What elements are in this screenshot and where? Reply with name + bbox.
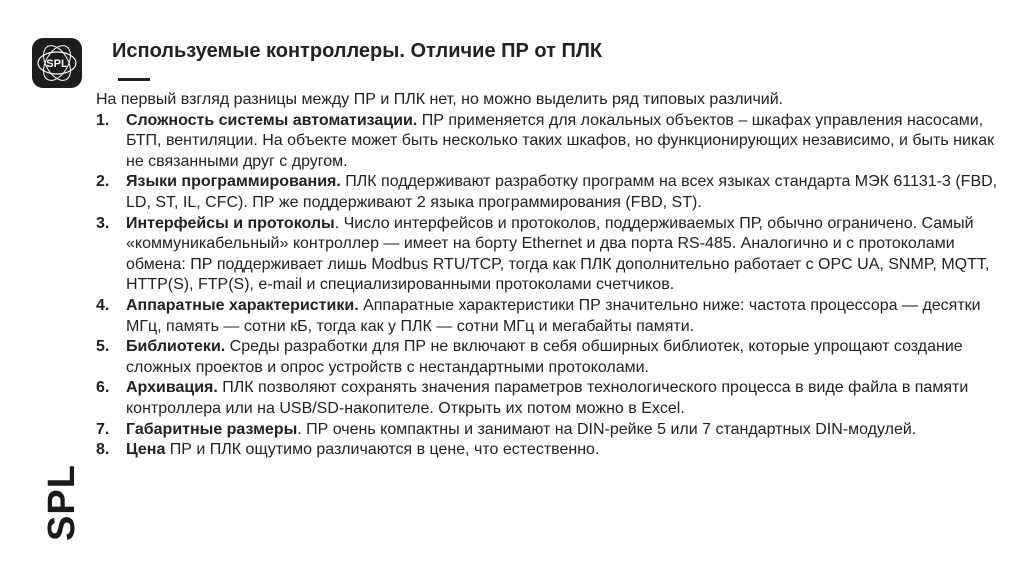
list-item-body: [126, 296, 1008, 337]
list-item-body: [126, 378, 1008, 419]
list-item-text: . Число интерфейсов и протоколов, поддерживаемых ПР, обычно ограничено. Самый «коммуникабельный» контроллер — имеет на борту Ethernet и два порта RS-485. Аналогично и с протоколами обмена: ПР поддерживает лишь Modbus RTU/TCP, тогда как ПЛК дополнительно работает с OPC UA, SNMP, MQTT, HTTP(S), FTP(S), e-mail и специализированными протоколами счетчиков.: [126, 214, 990, 294]
list-item-body: [126, 214, 1008, 296]
list-item-text: . ПР очень компактны и занимают на DIN-рейке 5 или 7 стандартных DIN-модулей.: [297, 420, 917, 438]
list-item-number: 8.: [96, 441, 110, 459]
list-item-number: 6.: [96, 379, 110, 397]
list-item-body: [126, 337, 1008, 378]
list-item-body: [126, 420, 1008, 441]
intro-text: На первый взгляд разницы между ПР и ПЛК нет, но можно выделить ряд типовых различий.: [96, 91, 784, 108]
list-item: [96, 420, 1008, 441]
list-item: [96, 440, 1008, 461]
list-item-term: Габаритные размеры: [126, 420, 298, 438]
list-item-text: ПЛК поддерживают разработку программ на всех языках стандарта МЭК 61131-3 (FBD, LD, ST, IL, CFC). ПР же поддерживают 2 языка программирования (FBD, ST).: [126, 173, 998, 211]
list-item-term: Библиотеки.: [126, 338, 226, 356]
list-item-term: Сложность системы автоматизации.: [126, 111, 418, 129]
list-item-number: 7.: [96, 420, 110, 438]
side-brand-text: SPL: [40, 463, 83, 541]
list-item-number: 1.: [96, 111, 110, 129]
list-item: [96, 296, 1008, 337]
list-item-text: ПР и ПЛК ощутимо различаются в цене, что естественно.: [165, 441, 600, 459]
slide-title: Используемые контроллеры. Отличие ПР от ПЛК: [112, 40, 603, 62]
logo-text: SPL: [46, 58, 68, 70]
slide-content: [96, 90, 1008, 461]
list-item: [96, 111, 1008, 173]
list-item-body: [126, 440, 1008, 461]
spl-logo: [32, 38, 82, 88]
list-item-number: 5.: [96, 338, 110, 356]
list-item: [96, 337, 1008, 378]
list-item-term: Интерфейсы и протоколы: [126, 214, 335, 232]
list-item-text: Аппаратные характеристики ПР значительно ниже: частота процессора — десятки МГц, память — сотни кБ, тогда как у ПЛК — сотни МГц и мегабайты памяти.: [126, 296, 981, 335]
list-item-term: Языки программирования.: [126, 173, 341, 191]
list-item-number: 2.: [96, 173, 110, 191]
list-item-number: 4.: [96, 296, 110, 314]
list-item-body: [126, 111, 1008, 173]
list-item: [96, 214, 1008, 296]
list-item-number: 3.: [96, 214, 110, 232]
list-item-text: ПЛК позволяют сохранять значения параметров технологического процесса в виде файла в памяти контроллера или на USB/SD-накопителе. Открыть их потом можно в Excel.: [126, 379, 969, 417]
list-item: [96, 378, 1008, 419]
list-item: [96, 172, 1008, 213]
title-underline: [118, 78, 150, 81]
list-item-term: Аппаратные характеристики.: [126, 296, 359, 314]
list-item-text: Среды разработки для ПР не включают в себя обширных библиотек, которые упрощают создание сложных проектов и опрос устройств с нестандартными протоколами.: [126, 338, 963, 376]
list-item-term: Цена: [126, 441, 166, 459]
list-item-text: ПР применяется для локальных объектов – шкафах управления насосами, БТП, вентиляции. На объекте может быть несколько таких шкафов, но функционирующих независимо, и быть никак не связанными друг с другом.: [126, 111, 995, 170]
list-item-body: [126, 172, 1008, 213]
differences-list: [96, 111, 1008, 461]
list-item-term: Архивация.: [126, 379, 218, 397]
